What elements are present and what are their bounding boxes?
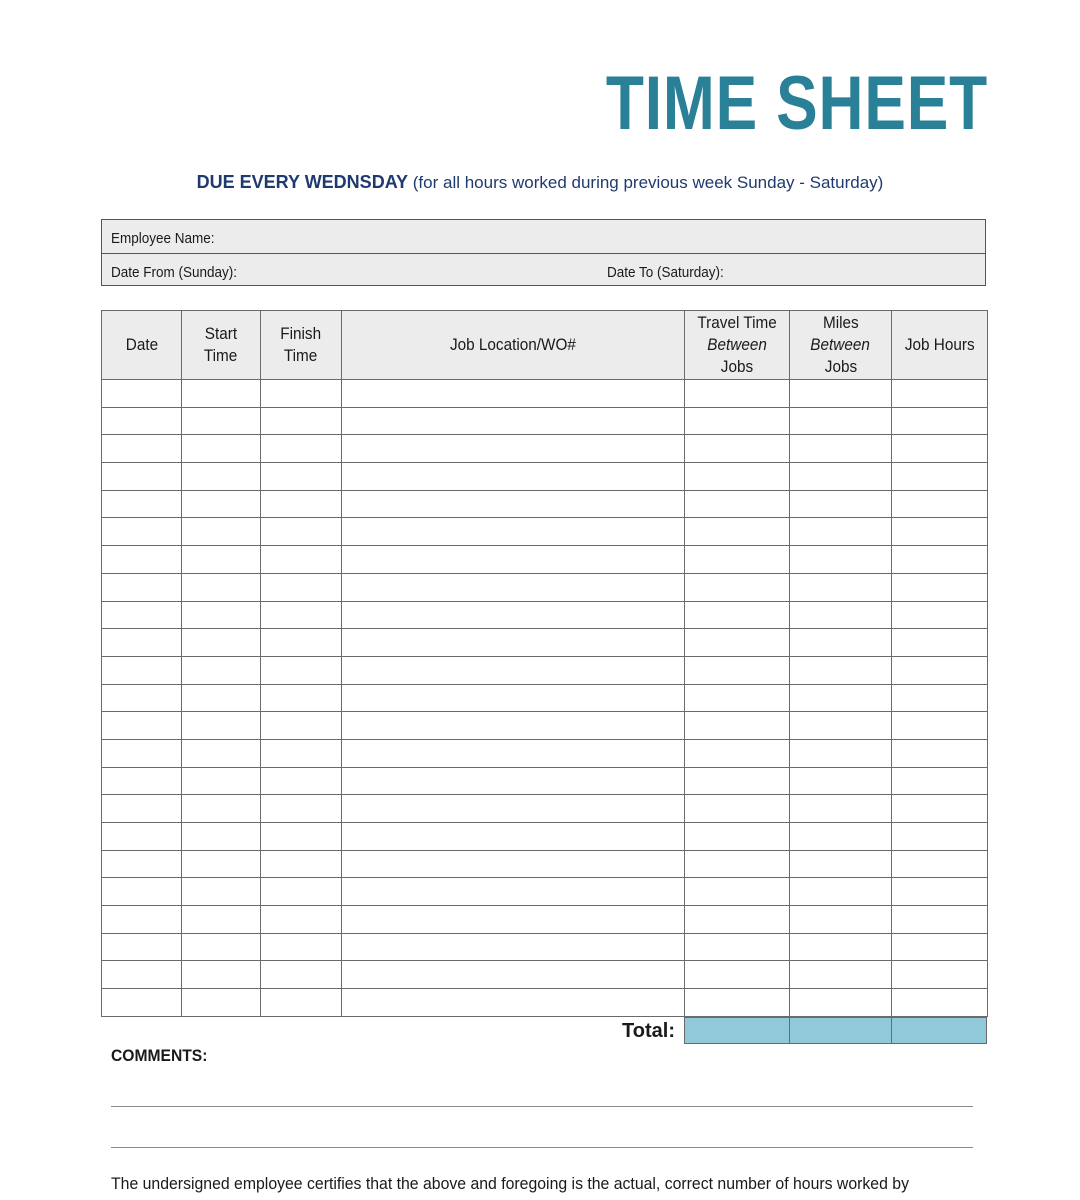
table-row [102, 767, 988, 795]
cell-miles[interactable] [790, 712, 892, 740]
cell-start-time[interactable] [182, 463, 261, 491]
cell-travel-time[interactable] [685, 407, 790, 435]
cell-job-hours[interactable] [892, 795, 988, 823]
cell-job-hours[interactable] [892, 878, 988, 906]
cell-start-time[interactable] [182, 573, 261, 601]
cell-finish-time[interactable] [261, 933, 342, 961]
table-row [102, 878, 988, 906]
cell-job-location[interactable] [342, 490, 685, 518]
cell-date[interactable] [102, 989, 182, 1017]
cell-job-location[interactable] [342, 601, 685, 629]
cell-start-time[interactable] [182, 629, 261, 657]
table-row [102, 518, 988, 546]
cell-date[interactable] [102, 490, 182, 518]
cell-date[interactable] [102, 463, 182, 491]
cell-job-hours[interactable] [892, 712, 988, 740]
cell-job-hours[interactable] [892, 767, 988, 795]
cell-miles[interactable] [790, 767, 892, 795]
cell-date[interactable] [102, 435, 182, 463]
cell-start-time[interactable] [182, 546, 261, 574]
cell-travel-time[interactable] [685, 490, 790, 518]
cell-travel-time[interactable] [685, 656, 790, 684]
table-row [102, 435, 988, 463]
table-row [102, 656, 988, 684]
cell-travel-time[interactable] [685, 463, 790, 491]
cell-job-location[interactable] [342, 989, 685, 1017]
cell-miles[interactable] [790, 435, 892, 463]
table-row [102, 601, 988, 629]
cell-miles[interactable] [790, 961, 892, 989]
cell-start-time[interactable] [182, 601, 261, 629]
date-from-label: Date From (Sunday): [111, 264, 238, 281]
cell-start-time[interactable] [182, 380, 261, 408]
table-row [102, 850, 988, 878]
cell-start-time[interactable] [182, 933, 261, 961]
cell-date[interactable] [102, 823, 182, 851]
cell-job-location[interactable] [342, 546, 685, 574]
cell-start-time[interactable] [182, 878, 261, 906]
cell-job-hours[interactable] [892, 601, 988, 629]
cell-job-hours[interactable] [892, 906, 988, 934]
cell-finish-time[interactable] [261, 989, 342, 1017]
cell-miles[interactable] [790, 629, 892, 657]
table-row [102, 380, 988, 408]
cell-job-hours[interactable] [892, 380, 988, 408]
cell-finish-time[interactable] [261, 767, 342, 795]
page-title: TIME SHEET [605, 61, 988, 146]
cell-travel-time[interactable] [685, 435, 790, 463]
column-header-travel-time: Travel Time Between Jobs [685, 311, 790, 380]
cell-job-location[interactable] [342, 407, 685, 435]
cell-finish-time[interactable] [261, 546, 342, 574]
cell-travel-time[interactable] [685, 518, 790, 546]
table-row [102, 933, 988, 961]
cell-date[interactable] [102, 407, 182, 435]
total-label: Total: [622, 1020, 675, 1042]
cell-job-hours[interactable] [892, 850, 988, 878]
cell-miles[interactable] [790, 656, 892, 684]
cell-job-location[interactable] [342, 518, 685, 546]
cell-miles[interactable] [790, 906, 892, 934]
cell-finish-time[interactable] [261, 739, 342, 767]
cell-miles[interactable] [790, 795, 892, 823]
cell-start-time[interactable] [182, 850, 261, 878]
due-notice-detail: (for all hours worked during previous week Sunday - Saturday) [408, 173, 884, 192]
cell-job-location[interactable] [342, 961, 685, 989]
employee-info-box [101, 219, 986, 286]
table-row [102, 573, 988, 601]
cell-start-time[interactable] [182, 739, 261, 767]
cell-job-hours[interactable] [892, 684, 988, 712]
cell-start-time[interactable] [182, 407, 261, 435]
cell-date[interactable] [102, 850, 182, 878]
cell-miles[interactable] [790, 573, 892, 601]
cell-miles[interactable] [790, 490, 892, 518]
cell-job-location[interactable] [342, 573, 685, 601]
cell-miles[interactable] [790, 823, 892, 851]
total-job-hours-cell[interactable] [891, 1017, 987, 1044]
table-row [102, 490, 988, 518]
column-header-job-location: Job Location/WO# [342, 311, 685, 380]
cell-finish-time[interactable] [261, 712, 342, 740]
cell-travel-time[interactable] [685, 906, 790, 934]
cell-job-hours[interactable] [892, 435, 988, 463]
cell-start-time[interactable] [182, 795, 261, 823]
cell-miles[interactable] [790, 601, 892, 629]
cell-finish-time[interactable] [261, 380, 342, 408]
cell-finish-time[interactable] [261, 961, 342, 989]
cell-miles[interactable] [790, 463, 892, 491]
date-range-row [102, 254, 985, 287]
cell-travel-time[interactable] [685, 629, 790, 657]
total-miles-cell[interactable] [789, 1017, 892, 1044]
cell-date[interactable] [102, 933, 182, 961]
cell-job-location[interactable] [342, 435, 685, 463]
comments-line-1[interactable] [111, 1106, 973, 1107]
cell-job-hours[interactable] [892, 656, 988, 684]
table-row [102, 906, 988, 934]
cell-job-hours[interactable] [892, 739, 988, 767]
employee-name-row[interactable] [102, 220, 985, 254]
cell-date[interactable] [102, 684, 182, 712]
table-row [102, 961, 988, 989]
table-row [102, 795, 988, 823]
cell-date[interactable] [102, 601, 182, 629]
cell-date[interactable] [102, 795, 182, 823]
cell-finish-time[interactable] [261, 850, 342, 878]
cell-miles[interactable] [790, 518, 892, 546]
table-row [102, 463, 988, 491]
cell-miles[interactable] [790, 739, 892, 767]
cell-finish-time[interactable] [261, 601, 342, 629]
cell-travel-time[interactable] [685, 380, 790, 408]
cell-finish-time[interactable] [261, 795, 342, 823]
cell-job-hours[interactable] [892, 933, 988, 961]
cell-travel-time[interactable] [685, 823, 790, 851]
cell-job-hours[interactable] [892, 961, 988, 989]
cell-travel-time[interactable] [685, 989, 790, 1017]
cell-start-time[interactable] [182, 961, 261, 989]
due-notice-strong: DUE EVERY WEDNSDAY [196, 172, 409, 192]
cell-date[interactable] [102, 961, 182, 989]
cell-travel-time[interactable] [685, 546, 790, 574]
cell-start-time[interactable] [182, 712, 261, 740]
cell-job-location[interactable] [342, 850, 685, 878]
cell-finish-time[interactable] [261, 684, 342, 712]
column-header-miles: Miles Between Jobs [790, 311, 892, 380]
cell-finish-time[interactable] [261, 573, 342, 601]
table-row [102, 823, 988, 851]
cell-finish-time[interactable] [261, 490, 342, 518]
cell-start-time[interactable] [182, 490, 261, 518]
cell-date[interactable] [102, 573, 182, 601]
cell-start-time[interactable] [182, 767, 261, 795]
cell-travel-time[interactable] [685, 712, 790, 740]
cell-date[interactable] [102, 546, 182, 574]
table-row [102, 739, 988, 767]
column-header-finish-time: Finish Time [261, 311, 342, 380]
cell-job-location[interactable] [342, 712, 685, 740]
totals-row [101, 1017, 987, 1045]
cell-start-time[interactable] [182, 518, 261, 546]
cell-finish-time[interactable] [261, 823, 342, 851]
table-header-row [102, 311, 988, 380]
cell-travel-time[interactable] [685, 684, 790, 712]
cell-job-location[interactable] [342, 878, 685, 906]
total-travel-time-cell[interactable] [684, 1017, 790, 1044]
cell-travel-time[interactable] [685, 795, 790, 823]
cell-job-hours[interactable] [892, 518, 988, 546]
cell-start-time[interactable] [182, 656, 261, 684]
cell-date[interactable] [102, 739, 182, 767]
cell-job-location[interactable] [342, 739, 685, 767]
cell-job-location[interactable] [342, 684, 685, 712]
cell-finish-time[interactable] [261, 518, 342, 546]
cell-date[interactable] [102, 712, 182, 740]
cell-job-location[interactable] [342, 906, 685, 934]
cell-finish-time[interactable] [261, 407, 342, 435]
table-body [102, 380, 988, 1017]
cell-miles[interactable] [790, 850, 892, 878]
cell-finish-time[interactable] [261, 629, 342, 657]
cell-miles[interactable] [790, 407, 892, 435]
table-row [102, 712, 988, 740]
cell-job-location[interactable] [342, 823, 685, 851]
column-header-date: Date [102, 311, 182, 380]
cell-job-hours[interactable] [892, 823, 988, 851]
cell-travel-time[interactable] [685, 573, 790, 601]
comments-line-2[interactable] [111, 1147, 973, 1148]
cell-date[interactable] [102, 656, 182, 684]
cell-travel-time[interactable] [685, 933, 790, 961]
cell-travel-time[interactable] [685, 767, 790, 795]
table-row [102, 989, 988, 1017]
cell-finish-time[interactable] [261, 906, 342, 934]
cell-job-hours[interactable] [892, 490, 988, 518]
cell-job-location[interactable] [342, 629, 685, 657]
cell-finish-time[interactable] [261, 435, 342, 463]
due-notice [0, 172, 1080, 193]
table-row [102, 407, 988, 435]
table-row [102, 546, 988, 574]
cell-travel-time[interactable] [685, 601, 790, 629]
cell-miles[interactable] [790, 878, 892, 906]
cell-job-location[interactable] [342, 656, 685, 684]
cell-finish-time[interactable] [261, 878, 342, 906]
cell-start-time[interactable] [182, 906, 261, 934]
cell-job-location[interactable] [342, 795, 685, 823]
cell-date[interactable] [102, 767, 182, 795]
cell-miles[interactable] [790, 380, 892, 408]
cell-start-time[interactable] [182, 684, 261, 712]
cell-miles[interactable] [790, 989, 892, 1017]
cell-date[interactable] [102, 380, 182, 408]
column-header-start-time: Start Time [182, 311, 261, 380]
cell-travel-time[interactable] [685, 850, 790, 878]
cell-date[interactable] [102, 629, 182, 657]
date-to-label: Date To (Saturday): [607, 264, 724, 281]
cell-date[interactable] [102, 906, 182, 934]
cell-miles[interactable] [790, 933, 892, 961]
cell-date[interactable] [102, 518, 182, 546]
cell-start-time[interactable] [182, 989, 261, 1017]
cell-travel-time[interactable] [685, 878, 790, 906]
cell-miles[interactable] [790, 684, 892, 712]
cell-job-location[interactable] [342, 463, 685, 491]
cell-job-location[interactable] [342, 380, 685, 408]
certification-text: The undersigned employee certifies that the above and foregoing is the actual, correct number of hours worked by [111, 1174, 909, 1193]
cell-start-time[interactable] [182, 435, 261, 463]
table-row [102, 684, 988, 712]
cell-finish-time[interactable] [261, 463, 342, 491]
cell-travel-time[interactable] [685, 739, 790, 767]
cell-start-time[interactable] [182, 823, 261, 851]
cell-travel-time[interactable] [685, 961, 790, 989]
table-row [102, 629, 988, 657]
cell-job-location[interactable] [342, 767, 685, 795]
cell-job-hours[interactable] [892, 629, 988, 657]
cell-job-hours[interactable] [892, 463, 988, 491]
cell-date[interactable] [102, 878, 182, 906]
cell-job-hours[interactable] [892, 546, 988, 574]
cell-job-hours[interactable] [892, 407, 988, 435]
cell-finish-time[interactable] [261, 656, 342, 684]
cell-miles[interactable] [790, 546, 892, 574]
cell-job-hours[interactable] [892, 573, 988, 601]
comments-label: COMMENTS: [111, 1046, 208, 1065]
cell-job-location[interactable] [342, 933, 685, 961]
column-header-job-hours: Job Hours [892, 311, 988, 380]
cell-job-hours[interactable] [892, 989, 988, 1017]
employee-name-label: Employee Name: [111, 230, 215, 247]
timesheet-table [101, 310, 988, 1017]
